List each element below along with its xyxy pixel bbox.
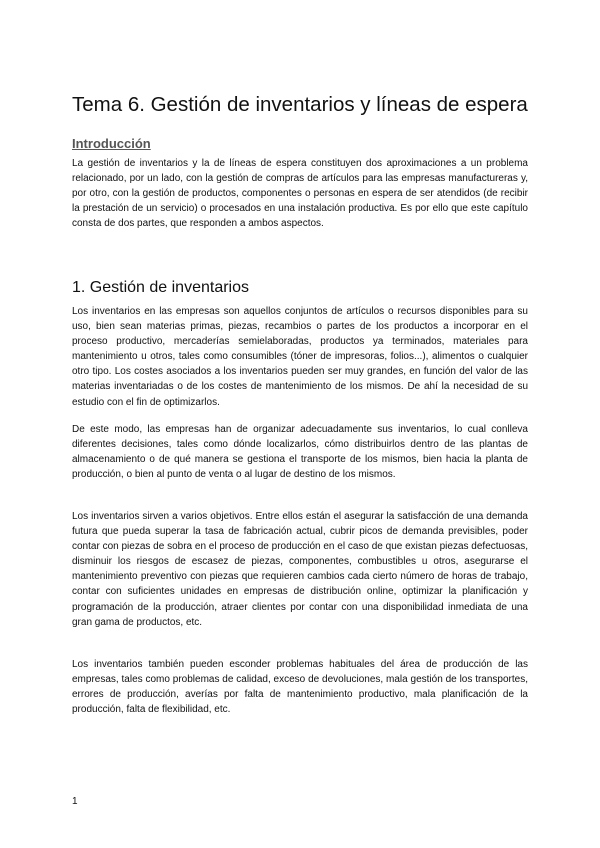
page-number: 1 bbox=[72, 796, 78, 807]
page-title: Tema 6. Gestión de inventarios y líneas de espera bbox=[72, 93, 528, 116]
intro-heading: Introducción bbox=[72, 136, 151, 151]
body-paragraph: De este modo, las empresas han de organizar adecuadamente sus inventarios, lo cual conlleva diferentes decisiones, tales como dónde localizarlos, cómo distribuirlos dentro de las plantas de almacenamiento o de qué manera se gestiona el transporte de los mismos, bien hacia la planta de producción, o bien al punto de venta o al lugar de destino de los mismos. bbox=[72, 424, 528, 481]
section-heading: 1. Gestión de inventarios bbox=[72, 279, 249, 296]
intro-paragraph: La gestión de inventarios y la de líneas de espera constituyen dos aproximaciones a un problema relacionado, por un lado, con la gestión de compras de artículos para las empresas manufactureras y, por otro, con la gestión de productos, componentes o personas en espera de ser atendidos (de recibir la prestación de un servicio) o procesados en una instalación productiva. Es por ello que este capítulo consta de dos partes, que responden a ambos aspectos. bbox=[72, 158, 528, 230]
body-paragraph: Los inventarios también pueden esconder problemas habituales del área de producción de las empresas, tales como problemas de calidad, exceso de devoluciones, mala gestión de los transportes, errores de producción, averías por falta de mantenimiento productivo, mala planificación de la producción, falta de flexibilidad, etc. bbox=[72, 659, 528, 716]
body-paragraph: Los inventarios sirven a varios objetivos. Entre ellos están el asegurar la satisfacción de una demanda futura que pueda superar la tasa de fabricación actual, cubrir picos de demanda previsibles, poder contar con piezas de sobra en el proceso de producción en el caso de que existan piezas defectuosas, disminuir los riesgos de escasez de piezas, componentes, combustibles u otros, asegurarse el mantenimiento preventivo con piezas que requieren cambios cada cierto número de horas de trabajo, contar con suficientes unidades en empresas de distribución online, optimizar la planificación y programación de la producción, atraer clientes por contar con una disponibilidad inmediata de una gran gama de productos, etc. bbox=[72, 511, 528, 628]
body-paragraph: Los inventarios en las empresas son aquellos conjuntos de artículos o recursos disponibles para su uso, bien sean materias primas, piezas, recambios o partes de los productos a incorporar en el proceso productivo, mercaderías semielaboradas, productos ya terminados, materiales para mantenimiento u otros, tales como consumibles (tóner de impresoras, folios...), alimentos o cualquier otro tipo. Los costes asociados a los inventarios pueden ser muy grandes, en función del valor de las materias inventariadas o de los costes de mantenimiento de los mismos. De ahí la necesidad de su estudio con el fin de optimizarlos. bbox=[72, 306, 528, 408]
